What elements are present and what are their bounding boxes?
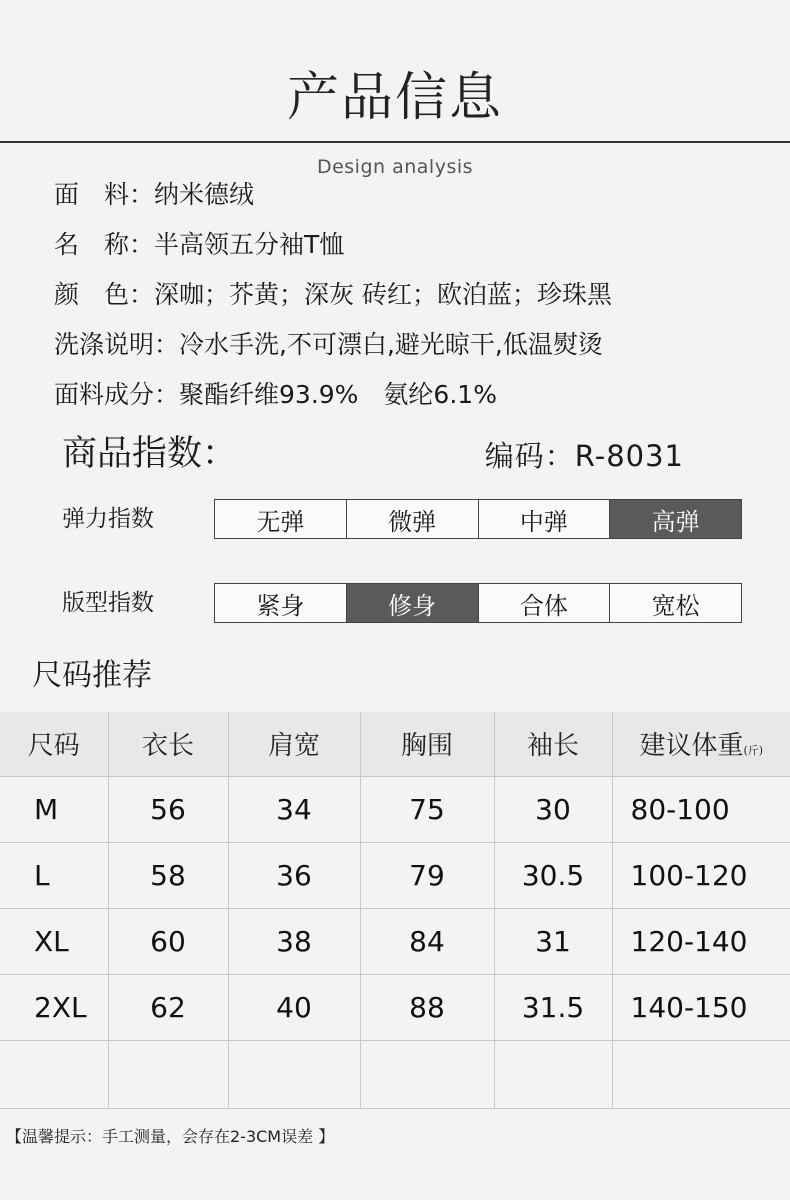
fit-label: 版型指数 xyxy=(62,590,154,616)
header-divider xyxy=(0,141,790,143)
page-subtitle: Design analysis xyxy=(316,156,474,178)
elasticity-option: 中弹 xyxy=(479,500,611,538)
cell-chest: 84 xyxy=(360,908,494,974)
cell-sleeve: 30 xyxy=(494,776,612,842)
size-table xyxy=(0,712,790,1109)
col-header-weight-label: 建议体重 xyxy=(639,731,744,762)
info-wash xyxy=(54,330,603,360)
cell-shoulder: 38 xyxy=(228,908,360,974)
cell-size: L xyxy=(0,842,108,908)
cell-length: 56 xyxy=(108,776,228,842)
elasticity-option: 微弹 xyxy=(347,500,479,538)
col-header-size: 尺码 xyxy=(0,712,108,776)
cell-chest: 75 xyxy=(360,776,494,842)
col-header-shoulder: 肩宽 xyxy=(228,712,360,776)
info-color-label: 颜 色： xyxy=(54,280,155,309)
cell-shoulder: 34 xyxy=(228,776,360,842)
cell-length: 60 xyxy=(108,908,228,974)
cell-sleeve: 30.5 xyxy=(494,842,612,908)
col-header-weight xyxy=(612,712,790,776)
table-row xyxy=(0,776,790,842)
elasticity-label: 弹力指数 xyxy=(62,506,154,532)
cell-weight xyxy=(612,1040,790,1108)
size-section-title: 尺码推荐 xyxy=(32,658,152,693)
fit-option: 紧身 xyxy=(215,584,347,622)
table-row xyxy=(0,974,790,1040)
cell-length: 58 xyxy=(108,842,228,908)
fit-option: 合体 xyxy=(479,584,611,622)
cell-chest: 88 xyxy=(360,974,494,1040)
info-wash-value: 冷水手洗,不可漂白,避光晾干,低温熨烫 xyxy=(179,330,603,359)
info-name xyxy=(54,230,344,260)
cell-size: 2XL xyxy=(0,974,108,1040)
info-name-value: 半高领五分袖T恤 xyxy=(154,230,345,259)
info-name-label: 名 称： xyxy=(54,230,155,259)
info-fabric xyxy=(54,180,254,210)
cell-shoulder: 40 xyxy=(228,974,360,1040)
table-row xyxy=(0,842,790,908)
weight-unit: (斤) xyxy=(743,744,764,758)
size-table-header xyxy=(0,712,790,776)
cell-sleeve: 31 xyxy=(494,908,612,974)
index-section-title: 商品指数： xyxy=(62,434,238,474)
product-code-label: 编码： xyxy=(484,439,575,473)
elasticity-scale xyxy=(214,499,742,539)
page-title: 产品信息 xyxy=(286,68,503,128)
cell-weight: 120-140 xyxy=(630,924,748,958)
col-header-chest: 胸围 xyxy=(360,712,494,776)
product-code xyxy=(485,438,684,474)
info-composition-label: 面料成分： xyxy=(54,380,180,409)
elasticity-option: 无弹 xyxy=(215,500,347,538)
info-wash-label: 洗涤说明： xyxy=(54,330,180,359)
cell-shoulder: 36 xyxy=(228,842,360,908)
cell-weight: 140-150 xyxy=(630,990,748,1024)
fit-option: 修身 xyxy=(347,584,479,622)
fit-option: 宽松 xyxy=(651,591,700,620)
cell-shoulder xyxy=(228,1040,360,1108)
info-color-value: 深咖；芥黄；深灰 砖红；欧泊蓝；珍珠黑 xyxy=(154,280,612,309)
cell-weight: 100-120 xyxy=(630,858,748,892)
elasticity-option: 高弹 xyxy=(610,500,741,538)
cell-length: 62 xyxy=(108,974,228,1040)
product-code-value: R-8031 xyxy=(574,439,684,473)
cell-sleeve xyxy=(494,1040,612,1108)
info-color xyxy=(54,280,612,310)
fit-scale xyxy=(214,583,742,623)
info-composition xyxy=(54,380,497,410)
cell-weight: 80-100 xyxy=(630,792,730,826)
cell-size: M xyxy=(0,776,108,842)
table-row xyxy=(0,1040,790,1108)
cell-size: XL xyxy=(0,908,108,974)
col-header-length: 衣长 xyxy=(108,712,228,776)
cell-size xyxy=(0,1040,108,1108)
col-header-sleeve: 袖长 xyxy=(494,712,612,776)
info-fabric-label: 面 料： xyxy=(54,180,155,209)
cell-sleeve: 31.5 xyxy=(494,974,612,1040)
info-composition-value: 聚酯纤维93.9% 氨纶6.1% xyxy=(179,380,497,409)
cell-chest: 79 xyxy=(360,842,494,908)
table-row xyxy=(0,908,790,974)
measurement-note: 【温馨提示：手工测量，会存在2-3CM误差 】 xyxy=(6,1127,335,1146)
cell-chest xyxy=(360,1040,494,1108)
cell-length xyxy=(108,1040,228,1108)
info-fabric-value: 纳米德绒 xyxy=(154,180,255,209)
